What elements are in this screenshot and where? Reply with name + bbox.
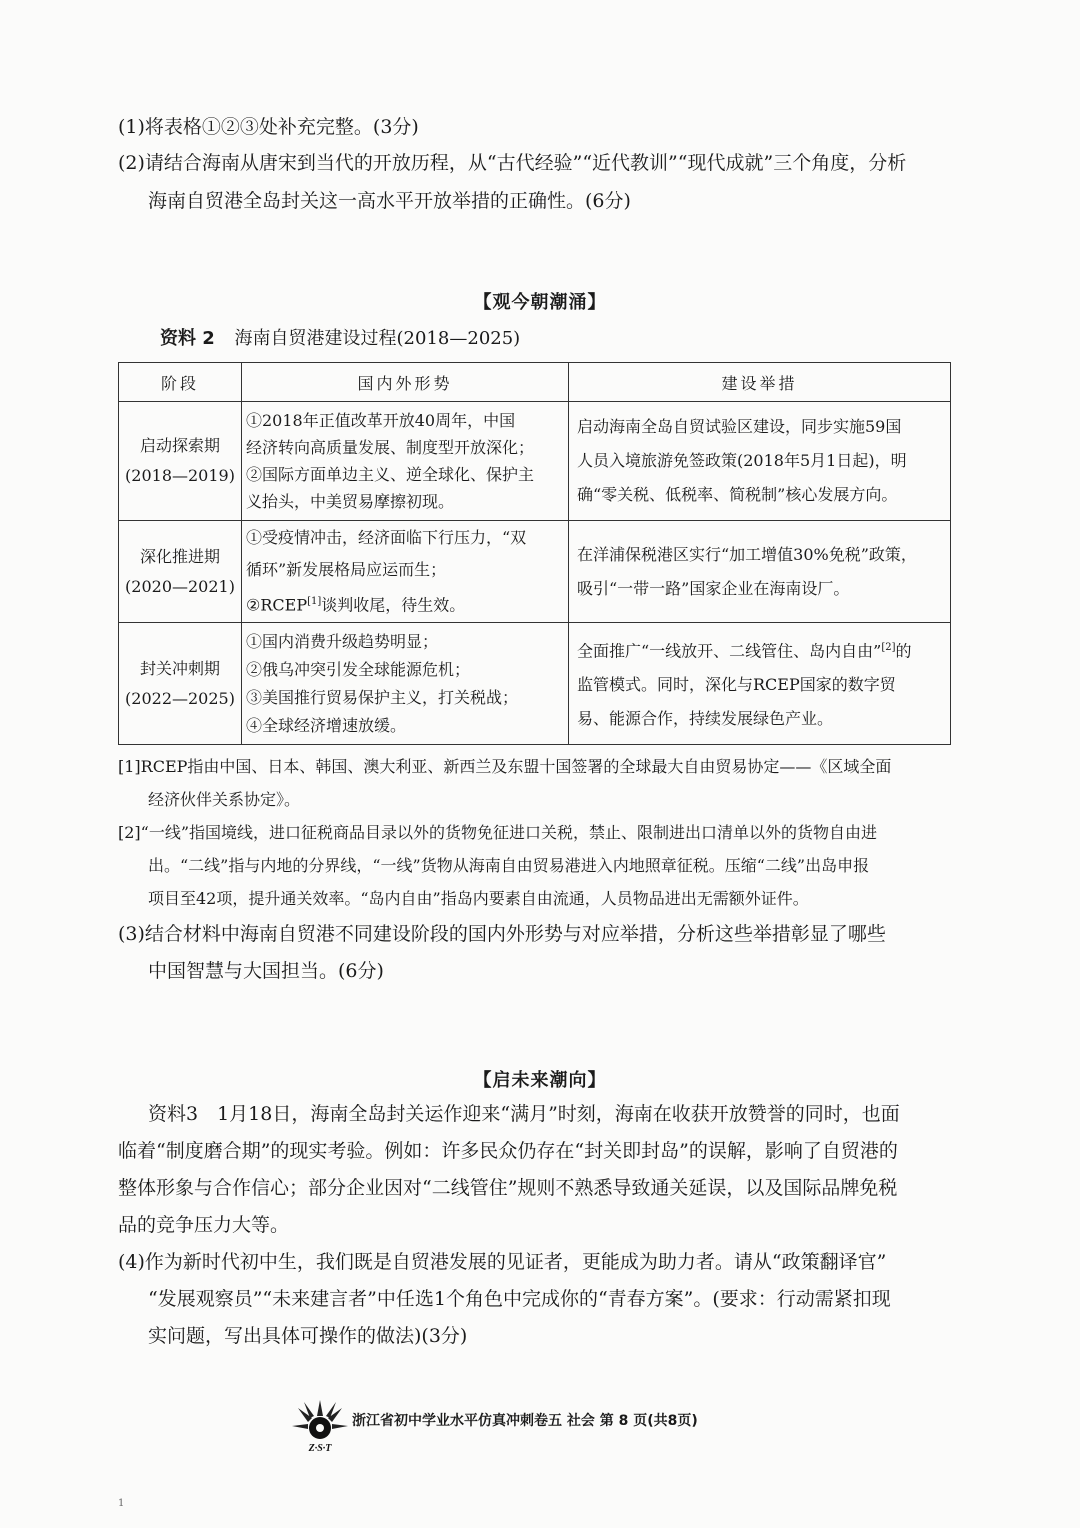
- material-3-line3: 整体形象与合作信心；部分企业因对“二线管住”规则不熟悉导致通关延误，以及国际品牌免税: [118, 1177, 898, 1199]
- footnote-1: [118, 750, 953, 816]
- construction-table: [118, 362, 951, 745]
- stage-cell: [119, 521, 242, 623]
- situation-cell: [242, 623, 569, 745]
- footnote-1-line2: 经济伙伴关系协定》。: [148, 790, 301, 809]
- measures-text: 全面推广“一线放开、二线管住、岛内自由”: [577, 641, 882, 661]
- measures-cell: [569, 623, 951, 745]
- material-2-label: 资料 2: [160, 328, 215, 349]
- measures-cell: [569, 402, 951, 521]
- page-footer: [290, 1398, 810, 1458]
- situation-line: 义抬头，中美贸易摩擦初现。: [246, 492, 455, 511]
- situation-line: 循环”新发展格局应运而生；: [246, 559, 447, 579]
- measures-line: 吸引“一带一路”国家企业在海南设厂。: [577, 578, 850, 598]
- section-heading-present: 【观今朝潮涌】: [473, 292, 607, 313]
- situation-line: 经济转向高质量发展、制度型开放深化；: [246, 438, 535, 457]
- table-row: [119, 402, 951, 521]
- stage-name: 深化推进期: [139, 546, 220, 566]
- material-3: [118, 1096, 958, 1244]
- situation-line: ①国内消费升级趋势明显；: [246, 631, 439, 651]
- measures-text-rest: 的: [895, 641, 912, 661]
- situation-cell: [242, 402, 569, 521]
- footer-text: 浙江省初中学业水平仿真冲刺卷五 社会 第 8 页(共8页): [352, 1413, 698, 1429]
- stage-years: (2018—2019): [125, 466, 235, 485]
- footnote-ref-2: [2]: [881, 641, 896, 653]
- measures-cell: [569, 521, 951, 623]
- question-3: [118, 916, 958, 990]
- measures-line: [577, 631, 942, 668]
- stage-cell: [119, 402, 242, 521]
- question-4: [118, 1244, 958, 1355]
- situation-cell: [242, 521, 569, 623]
- footnote-2: [118, 816, 953, 915]
- measures-line: 易、能源合作，持续发展绿色产业。: [577, 709, 834, 729]
- stage-years: (2020—2021): [125, 576, 235, 596]
- situation-line: ②国际方面单边主义、逆全球化、保护主: [246, 465, 535, 484]
- measures-line: 人员入境旅游免签政策(2018年5月1日起)，明: [577, 451, 907, 470]
- material-2-title: [160, 324, 520, 350]
- question-3-line1: (3)结合材料中海南自贸港不同建设阶段的国内外形势与对应举措，分析这些举措彰显了哪些: [118, 923, 886, 945]
- footnote-2-line3: 项目至42项，提升通关效率。“岛内自由”指岛内要素自由流通，人员物品进出无需额外证件。: [148, 889, 809, 908]
- table-row: [119, 623, 951, 745]
- corner-mark: 1: [118, 1498, 125, 1509]
- situation-line: ①2018年正值改革开放40周年，中国: [246, 411, 516, 430]
- measures-line: 监管模式。同时，深化与RCEP国家的数字贸: [577, 675, 896, 695]
- situation-line: [246, 586, 564, 621]
- stage-name: 启动探索期: [139, 436, 220, 455]
- stage-name: 封关冲刺期: [139, 658, 220, 678]
- col-header-stage: 阶段: [119, 363, 242, 402]
- rcep-text-rest: 谈判收尾，待生效。: [321, 595, 466, 615]
- material-2-caption: 海南自贸港建设过程(2018—2025): [234, 328, 521, 349]
- question-3-line2: 中国智慧与大国担当。(6分): [148, 960, 384, 982]
- situation-line: ①受疫情冲击，经济面临下行压力，“双: [246, 527, 527, 547]
- footnote-2-line1: [2]“一线”指国境线，进口征税商品目录以外的货物免征进口关税，禁止、限制进出口清单以外的货物自由进: [118, 823, 878, 842]
- question-4-line3: 实问题，写出具体可操作的做法)(3分): [148, 1325, 468, 1347]
- section-heading-future: 【启未来潮向】: [473, 1070, 607, 1091]
- measures-line: 在洋浦保税港区实行“加工增值30%免税”政策，: [577, 544, 917, 564]
- col-header-situation: 国内外形势: [242, 363, 569, 402]
- stage-years: (2022—2025): [125, 688, 235, 708]
- question-4-line2: “发展观察员”“未来建言者”中任选1个角色中完成你的“青春方案”。(要求：行动需紧扣现: [148, 1288, 891, 1310]
- rcep-text: ②RCEP: [246, 595, 308, 615]
- measures-line: 启动海南全岛自贸试验区建设，同步实施59国: [577, 417, 902, 436]
- footnote-ref-1: [1]: [307, 595, 322, 607]
- question-1: [118, 108, 419, 146]
- material-3-line4: 品的竞争压力大等。: [118, 1214, 290, 1236]
- material-3-line1: 资料3 1月18日，海南全岛封关运作迎来“满月”时刻，海南在收获开放赞誉的同时，也面: [148, 1103, 900, 1125]
- logo-text: Z·S·T: [308, 1443, 332, 1454]
- col-header-measures: 建设举措: [569, 363, 951, 402]
- material-3-line2: 临着“制度磨合期”的现实考验。例如：许多民众仍存在“封关即封岛”的误解，影响了自贸港的: [118, 1140, 898, 1162]
- question-2-line1: (2)请结合海南从唐宋到当代的开放历程，从“古代经验”“近代教训”“现代成就”三个角度，分析: [118, 152, 907, 174]
- table-row: [119, 521, 951, 623]
- question-2: [118, 144, 906, 220]
- question-1-text: (1)将表格①②③处补充完整。(3分): [118, 116, 419, 138]
- footnote-2-line2: 出。“二线”指与内地的分界线，“一线”货物从海南自由贸易港进入内地照章征税。压缩“二线”出岛申报: [148, 856, 870, 875]
- measures-line: 确“零关税、低税率、简税制”核心发展方向。: [577, 485, 898, 504]
- situation-line: ③美国推行贸易保护主义，打关税战；: [246, 687, 519, 707]
- publisher-logo-icon: [290, 1398, 350, 1454]
- footnote-1-line1: [1]RCEP指由中国、日本、韩国、澳大利亚、新西兰及东盟十国签署的全球最大自由贸易协定——《区域全面: [118, 757, 892, 776]
- situation-line: ④全球经济增速放缓。: [246, 715, 407, 735]
- table-header-row: [119, 363, 951, 402]
- situation-line: ②俄乌冲突引发全球能源危机；: [246, 659, 471, 679]
- question-2-line2: 海南自贸港全岛封关这一高水平开放举措的正确性。(6分): [148, 190, 631, 212]
- stage-cell: [119, 623, 242, 745]
- question-4-line1: (4)作为新时代初中生，我们既是自贸港发展的见证者，更能成为助力者。请从“政策翻译官”: [118, 1251, 887, 1273]
